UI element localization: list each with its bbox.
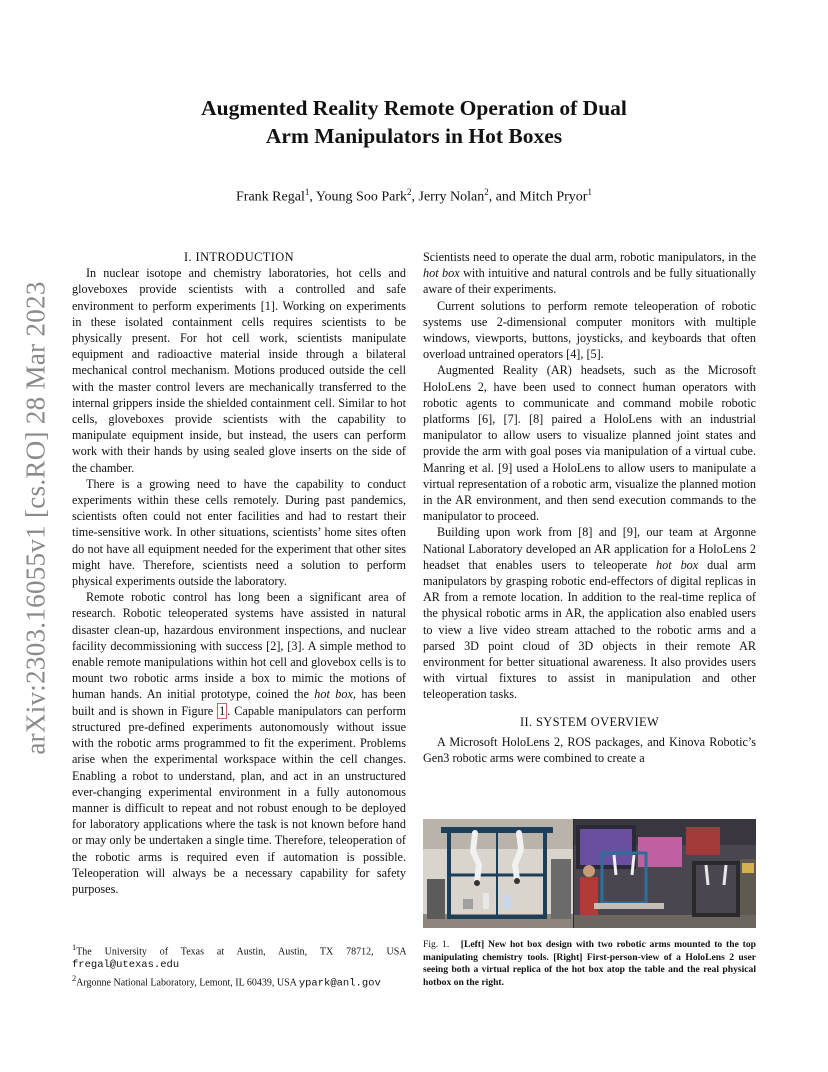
body-paragraph: Augmented Reality (AR) headsets, such as the Microsoft HoloLens 2, have been used to connect human operators with robotic agents to communicate and command mobile robotic platforms [6], [7]. [8] paired a HoloLens with an industrial manipulator to allow users to visualize planned joint states and provide the arm with goal poses via manipulation of a virtual cube. Manring et al. [9] used a HoloLens to allow users to manipulate a virtual representation of a robotic arm, visualize the planned motion in the AR environment, and then send execution commands to the manipulator to proceed. [423, 363, 756, 524]
author-affiliation-mark: 1 [587, 187, 592, 197]
author-name: Young Soo Park [315, 189, 407, 205]
text-run: . Capable manipulators can perform structured pre-defined experiments autonomously without issue with the robotic arms programmed to fit the experiment. Problems arise when the experimental workspace within the cell changes. Enabling a robot to understand, plan, and act in an unstructured ever-changing experimental environment in a fully autonomous manner is difficult to repeat and not robust enough to be deployed for laboratory applications where the task is not known before hand or may only be undertaken a single time. Therefore, teleoperation of the robotic arms is required even if automation is possible. Teleoperation will always be a necessary capability for safety purposes. [72, 703, 406, 896]
author-affiliation-mark: 2 [407, 187, 412, 197]
figure-1 [423, 819, 756, 928]
hololens-view-photo [574, 819, 756, 928]
section-heading-system-overview: II. SYSTEM OVERVIEW [519, 714, 660, 729]
text-run: with intuitive and natural controls and be fully situationally aware of their experiments. [423, 266, 757, 297]
figure-reference-link[interactable]: 1 [219, 703, 226, 718]
author-list [100, 187, 728, 206]
text-run: , has been built and is shown in Figure [72, 687, 407, 718]
figure-caption [423, 939, 756, 989]
caption-label: Fig. 1. [423, 939, 450, 950]
left-column [72, 249, 406, 897]
title-line-1: Augmented Reality Remote Operation of Dual [201, 96, 627, 120]
text-run: dual arm manipulators by grasping robotic end-effectors of digital replicas in AR from a remote location. In addition to the real-time replica of the physical robotic arms in AR, the application also enabled users to view a live video stream attached to the robotic arms and a parsed 3D point cloud of 3D objects in their remote AR environment for better situational awareness. It also provides users with virtual fixtures to assist in manipulation and other teleoperation tasks. [423, 557, 757, 702]
hololens-view-drawing [574, 819, 756, 928]
italic-term: hot box [314, 687, 353, 702]
text-run: Remote robotic control has long been a significant area of research. Robotic teleoperated systems have assisted in natural disaster clean-up, hazardous environment inspections, and nuclear facility decommissioning with success [2], [3]. A simple method to enable remote manipulations within hot cell and glovebox cells is to mount two robotic arms inside a box to mimic the motions of human hands. An initial prototype, coined the [72, 590, 406, 702]
body-paragraph [72, 589, 406, 897]
footnote-text: The University of Texas at Austin, Austin, TX 78712, USA [76, 946, 406, 958]
caption-text: [Left] New hot box design with two robotic arms mounted to the top manipulating chemistry tools. [Right] First-person-view of a HoloLens 2 user seeing both a virtual replica of the hot box atop the table and the real physical hotbox on the right. [423, 939, 757, 988]
body-paragraph: In nuclear isotope and chemistry laboratories, hot cells and gloveboxes provide scientists with a controlled and safe environment to perform experiments [1]. Working on experiments in these isolated containment cells requires scientists to be physically present. For hot cell work, scientists manipulate equipment and radioactive material inside through a bilateral mechanical control mechanism. Motions produced outside the cell with the master control levers are mechanically transferred to the internal grippers inside the shielded containment cell. Similar to hot cells, gloveboxes provide scientists with the capability to manipulate equipment inside, but instead, the users can perform work with their hands by using sealed glove inserts on the side of the chamber. [72, 266, 406, 475]
section-heading-introduction: I. INTRODUCTION [184, 250, 294, 264]
footnotes [72, 941, 406, 991]
author-separator: , [309, 189, 316, 205]
body-paragraph [423, 249, 756, 298]
author-name: Mitch Pryor [519, 189, 588, 205]
footnote-mark: 1 [72, 943, 77, 952]
footnote-email[interactable]: ypark@anl.gov [298, 977, 381, 990]
title-line-2: Arm Manipulators in Hot Boxes [265, 124, 563, 148]
author-separator: , and [488, 189, 520, 205]
footnote [72, 941, 406, 972]
italic-term: hot box [423, 266, 460, 281]
body-paragraph: A Microsoft HoloLens 2, ROS packages, and Kinova Robotic’s Gen3 robotic arms were combined to create a [423, 734, 756, 766]
right-column [423, 249, 756, 766]
author-affiliation-mark: 2 [484, 187, 489, 197]
body-paragraph: Current solutions to perform remote teleoperation of robotic systems use 2-dimensional computer monitors with multiple windows, viewports, buttons, joysticks, and keyboards that often overload untrained operators [4], [5]. [423, 298, 756, 362]
text-run: Scientists need to operate the dual arm, robotic manipulators, in the [423, 250, 756, 264]
body-paragraph: There is a growing need to have the capability to conduct experiments within these cells remotely. During past pandemics, scientists often could not enter facilities and had to restart their time-sensitive work. In other situations, scientists’ home sites often do not have all equipment needed for the experiment that other sites might have. Therefore, scientists need a solution to perform physical experiments outside the laboratory. [72, 476, 406, 589]
arxiv-identifier: arXiv:2303.16055v1 [cs.RO] 28 Mar 2023 [20, 281, 51, 755]
author-separator: , [411, 189, 419, 205]
author-name: Jerry Nolan [418, 189, 485, 205]
footnote-email[interactable]: fregal@utexas.edu [72, 959, 180, 972]
footnote [72, 972, 406, 990]
italic-term: hot box [656, 557, 699, 572]
author-name: Frank Regal [236, 189, 305, 205]
hot-box-photo-drawing [423, 819, 573, 928]
author-affiliation-mark: 1 [304, 187, 310, 197]
footnote-text: Argonne National Laboratory, Lemont, IL 60439, USA [76, 977, 297, 989]
footnote-mark: 2 [72, 974, 77, 984]
body-paragraph [423, 524, 756, 702]
paper-title [100, 94, 728, 150]
text-run: Building upon work from [8] and [9], our team at Argonne National Laboratory developed an AR application for a HoloLens 2 headset that enables users to teleoperate [423, 525, 756, 572]
hot-box-photo [423, 819, 573, 928]
